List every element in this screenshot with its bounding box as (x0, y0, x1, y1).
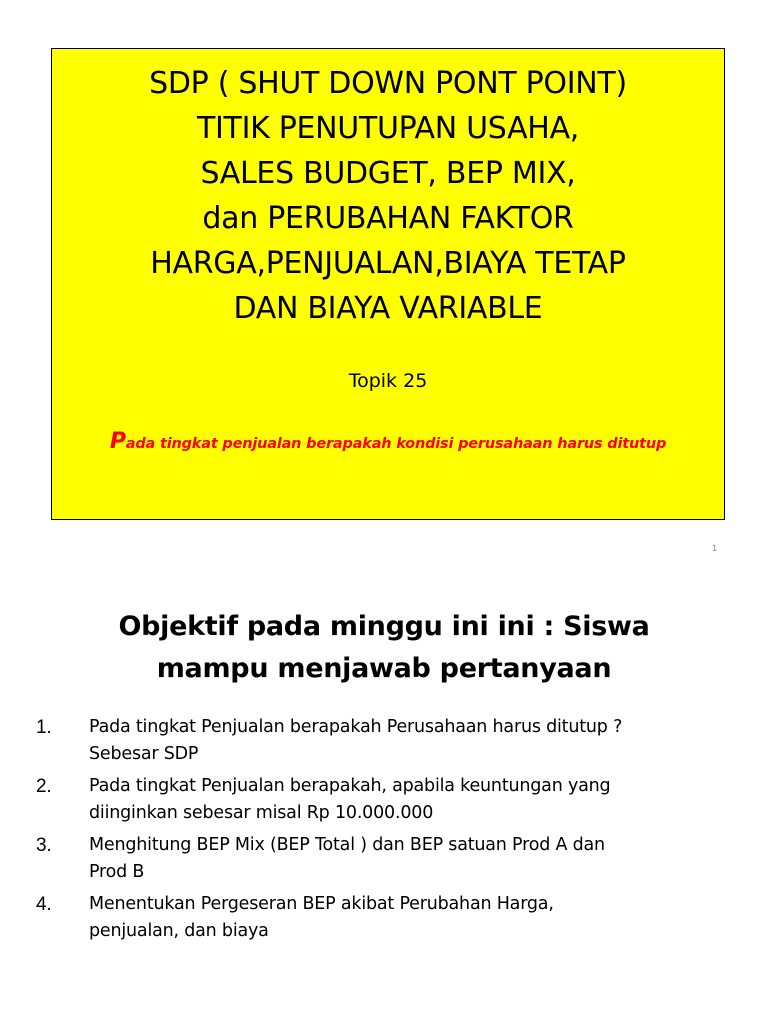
tagline-text: ada tingkat penjualan berapakah kondisi perusahaan harus ditutup (125, 436, 667, 452)
title-line: SALES BUDGET, BEP MIX, (200, 156, 576, 191)
objective-line: Prod B (89, 862, 145, 882)
title-line: HARGA,PENJUALAN,BIAYA TETAP (150, 246, 626, 281)
page-number: 1 (712, 543, 718, 553)
tagline (52, 427, 724, 459)
title-line: SDP ( SHUT DOWN PONT POINT) (149, 66, 627, 101)
objective-number: 2. (36, 776, 52, 797)
objective-item (36, 832, 756, 886)
objective-item (36, 773, 756, 827)
objective-number: 4. (36, 894, 52, 915)
objectives-heading (0, 606, 768, 690)
objectives-list (36, 714, 756, 950)
objective-line: Pada tingkat Penjualan berapakah Perusahaan harus ditutup ? (89, 717, 623, 737)
objective-item (36, 714, 756, 768)
tagline-first-letter: P (109, 429, 126, 454)
objective-line: Pada tingkat Penjualan berapakah, apabila keuntungan yang (89, 776, 611, 796)
objective-item (36, 891, 756, 945)
heading-line: mampu menjawab pertanyaan (156, 653, 612, 684)
title-line: DAN BIAYA VARIABLE (233, 291, 543, 326)
heading-line: Objektif pada minggu ini ini : Siswa (118, 611, 650, 642)
slide-title (52, 61, 724, 331)
title-line: TITIK PENUTUPAN USAHA, (196, 111, 580, 146)
title-slide (51, 48, 725, 520)
objective-number: 3. (36, 835, 52, 856)
topic-label: Topik 25 (348, 370, 428, 392)
title-line: dan PERUBAHAN FAKTOR (202, 201, 574, 236)
objective-line: Menghitung BEP Mix (BEP Total ) dan BEP satuan Prod A dan (89, 835, 605, 855)
objective-line: diinginkan sebesar misal Rp 10.000.000 (89, 803, 434, 823)
objective-line: Menentukan Pergeseran BEP akibat Perubahan Harga, (89, 894, 554, 914)
objective-line: Sebesar SDP (89, 744, 199, 764)
objective-line: penjualan, dan biaya (89, 921, 269, 941)
objective-number: 1. (36, 717, 52, 738)
